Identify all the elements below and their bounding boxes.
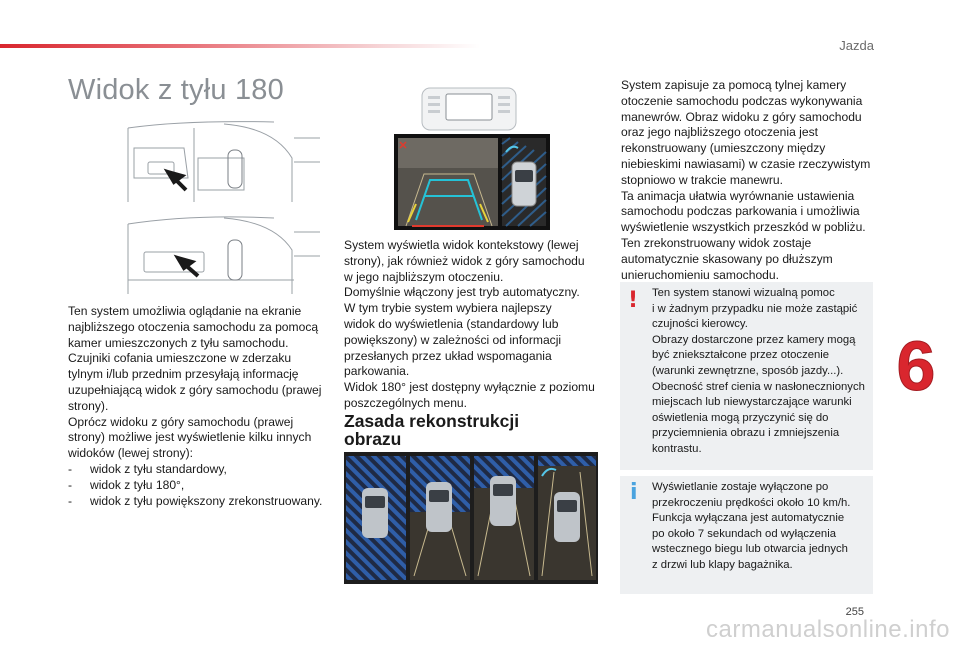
list-item: - widok z tyłu standardowy, <box>68 461 227 476</box>
left-column-text <box>68 304 330 509</box>
middle-column-text <box>344 238 604 412</box>
rear-camera-location-illustration-top <box>124 118 324 202</box>
right-column-text <box>621 78 883 283</box>
view-options-list <box>68 462 330 509</box>
warning-box <box>620 282 873 470</box>
rear-camera-location-illustration-bottom <box>124 210 324 294</box>
right-paragraph: System zapisuje za pomocą tylnej kamery otoczenie samochodu podczas wykonywania manewrów. Obraz widoku z góry samochodu oraz jego najbliższego otoczenia jest rekonstruowany (umieszczony między niebieskimi nawiasami) w czasie rzeczywistym stopniowo w trakcie manewru. Ta animacja ułatwia wyrównanie ustawienia samochodu podczas parkowania i umożliwia wyświetlenie wszystkich przeszkód w pobliżu. Ten zrekonstruowany widok zostaje automatycznie skasowany po dłuższym unieruchomieniu samochodu. <box>621 78 871 282</box>
middle-paragraph: System wyświetla widok kontekstowy (lewej strony), jak również widok z góry samochodu w jego najbliższym otoczeniu. Domyślnie włączony jest tryb automatyczny. W tym trybie system wybiera najlepszy widok do wyświetlenia (standardowy lub powiększony) w zależności od informacji przesłanych przez układ wspomagania parkowania. Widok 180° jest dostępny wyłącznie z poziomu poszczególnych menu. <box>344 238 595 410</box>
camera-view-display <box>394 134 550 230</box>
info-text: Wyświetlanie zostaje wyłączone po przekroczeniu prędkości około 10 km/h. Funkcja wyłączana jest automatycznie po około 7 sekundach od wyłączenia wstecznego biegu lub otwarcia jednych z drzwi lub klapy bagażnika. <box>652 481 851 571</box>
info-icon: i <box>630 480 638 505</box>
reconstruction-sequence-illustration <box>344 452 598 584</box>
svg-text:6: 6 <box>896 330 936 400</box>
section-heading: Zasada rekonstrukcji obrazu <box>344 411 520 449</box>
dashboard-screen-illustration <box>418 86 520 132</box>
page-number: 255 <box>845 606 864 618</box>
info-box <box>620 476 873 594</box>
page-title: Widok z tyłu 180 <box>68 74 284 106</box>
list-item: - widok z tyłu powiększony zrekonstruowany. <box>68 493 323 508</box>
left-paragraph: Ten system umożliwia oglądanie na ekranie najbliższego otoczenia samochodu za pomocą kamer umieszczonych z tyłu samochodu. Czujniki cofania umieszczone w zderzaku tylnym i/lub przednim przesyłają informację uzupełniającą widok z góry samochodu (prawej strony). Oprócz widoku z góry samochodu (prawej strony) możliwe jest wyświetlenie kilku innych widoków (lewej strony): <box>68 304 322 461</box>
header-accent-bar <box>0 44 480 48</box>
list-item: - widok z tyłu 180°, <box>68 477 185 492</box>
warning-text: Ten system stanowi wizualną pomoc i w żadnym przypadku nie może zastąpić czujności kierowcy. Obrazy dostarczone przez kamery mogą być zniekształcone przez otoczenie (warunki zewnętrzne, sposób jazdy...). Obecność stref cienia w nasłonecznionych miejscach lub niewystarczające warunki oświetlenia mogą przyczynić się do przyciemnienia obrazu i zmniejszenia kontrastu. <box>652 287 865 455</box>
chapter-number <box>888 330 944 400</box>
warning-exclamation-icon: ! <box>628 288 639 313</box>
section-label: Jazda <box>839 38 874 53</box>
watermark: carmanualsonline.info <box>706 616 950 643</box>
